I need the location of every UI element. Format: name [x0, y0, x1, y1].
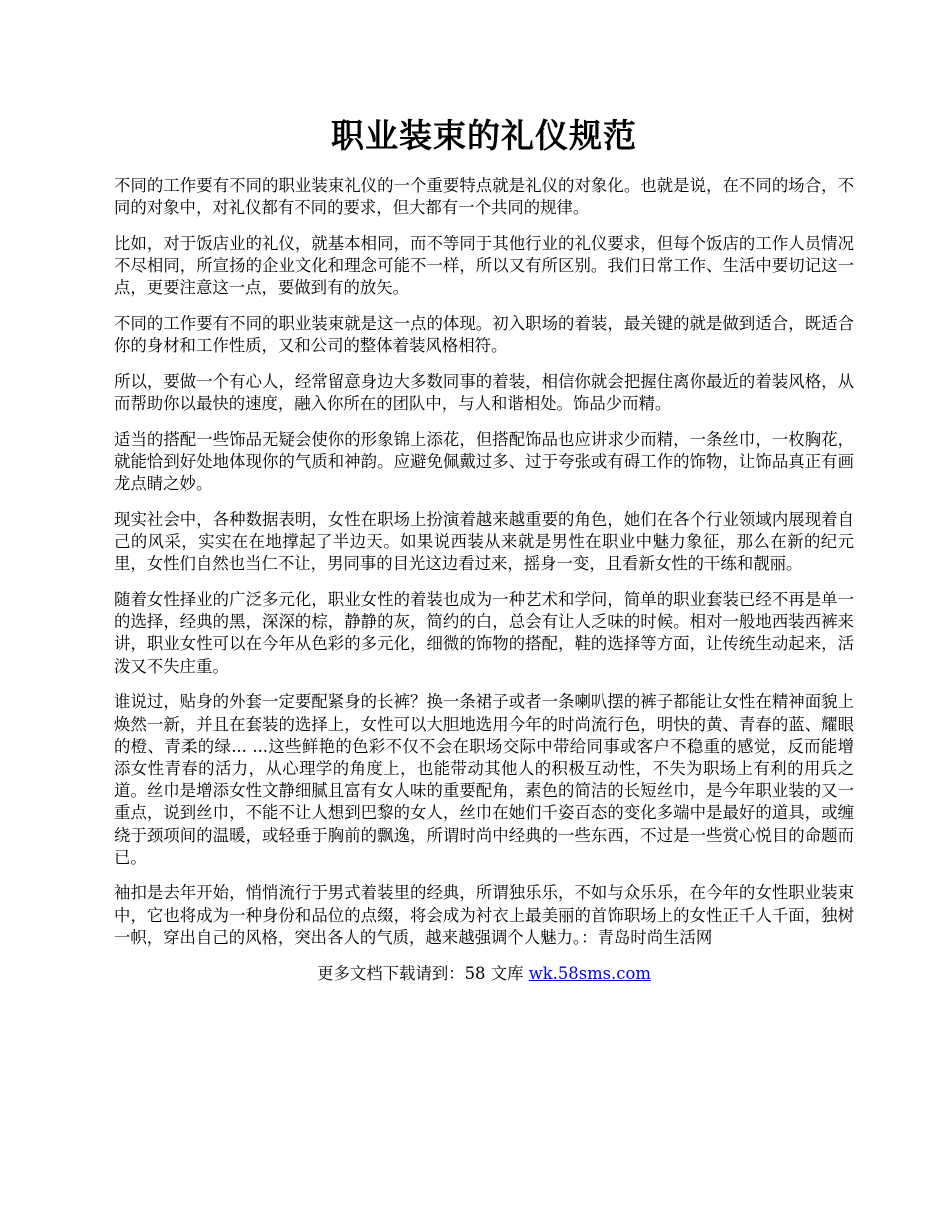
paragraph-1: 不同的工作要有不同的职业装束礼仪的一个重要特点就是礼仪的对象化。也就是说，在不同的场合，不同的对象中，对礼仪都有不同的要求，但大都有一个共同的规律。	[114, 176, 854, 218]
footer-link[interactable]: wk.58sms.com	[528, 963, 651, 983]
paragraph-5: 适当的搭配一些饰品无疑会使你的形象锦上添花，但搭配饰品也应讲求少而精，一条丝巾，一枚胸花，就能恰到好处地体现你的气质和神韵。应避免佩戴过多、过于夸张或有碍工作的饰物，让饰品真正有画龙点睛之妙。	[114, 429, 854, 494]
paragraph-9: 袖扣是去年开始，悄悄流行于男式着装里的经典，所谓独乐乐，不如与众乐乐，在今年的女性职业装束中，它也将成为一种身份和品位的点缀，将会成为衬衣上最美丽的首饰职场上的女性正千人千面，独树一帜，穿出自己的风格，突出各人的气质，越来越强调个人魅力。：青岛时尚生活网	[114, 883, 854, 947]
footer-text: 更多文档下载请到：58 文库	[317, 963, 529, 983]
document-page	[114, 108, 854, 985]
footer-download-note	[114, 963, 854, 985]
paragraph-4: 所以，要做一个有心人，经常留意身边大多数同事的着装，相信你就会把握住离你最近的着装风格，从而帮助你以最快的速度，融入你所在的团队中，与人和谐相处。饰品少而精。	[114, 371, 854, 414]
page-title: 职业装束的礼仪规范	[331, 116, 637, 155]
paragraph-7: 随着女性择业的广泛多元化，职业女性的着装也成为一种艺术和学问，简单的职业套装已经不再是单一的选择，经典的黑，深深的棕，静静的灰，简约的白，总会有让人乏味的时候。相对一般地西装西裤来讲，职业女性可以在今年从色彩的多元化，细微的饰物的搭配，鞋的选择等方面，让传统生动起来，活泼又不失庄重。	[114, 590, 854, 676]
paragraph-3: 不同的工作要有不同的职业装束就是这一点的体现。初入职场的着装，最关键的就是做到适合，既适合你的身材和工作性质，又和公司的整体着装风格相符。	[114, 314, 854, 356]
paragraph-6: 现实社会中，各种数据表明，女性在职场上扮演着越来越重要的角色，她们在各个行业领域内展现着自己的风采，实实在在地撑起了半边天。如果说西装从来就是男性在职业中魅力象征，那么在新的纪元里，女性们自然也当仁不让，男同事的目光这边看过来，摇身一变，且看新女性的干练和靓丽。	[114, 509, 854, 574]
paragraph-8: 谁说过，贴身的外套一定要配紧身的长裤？换一条裙子或者一条喇叭摆的裤子都能让女性在精神面貌上焕然一新，并且在套装的选择上，女性可以大胆地选用今年的时尚流行色，明快的黄、青春的蓝、耀眼的橙、青柔的绿... ...这些鲜艳的色彩不仅不会在职场交际中带给同事或客户不稳重的感觉，反而能增添女性青春的活力，从心理学的角度上，也能带动其他人的积极互动性，不失为职场上有利的用兵之道。丝巾是增添女性文静细腻且富有女人味的重要配角，素色的简洁的长短丝巾，是今年职业装的又一重点，说到丝巾，不能不让人想到巴黎的女人，丝巾在她们千姿百态的变化多端中是最好的道具，或缠绕于颈项间的温暖，或轻垂于胸前的飘逸，所谓时尚中经典的一些东西，不过是一些赏心悦目的命题而已。	[114, 692, 854, 867]
paragraph-2: 比如，对于饭店业的礼仪，就基本相同，而不等同于其他行业的礼仪要求，但每个饭店的工作人员情况不尽相同，所宣扬的企业文化和理念可能不一样，所以又有所区别。我们日常工作、生活中要切记这一点，更要注意这一点，要做到有的放矢。	[114, 233, 854, 298]
